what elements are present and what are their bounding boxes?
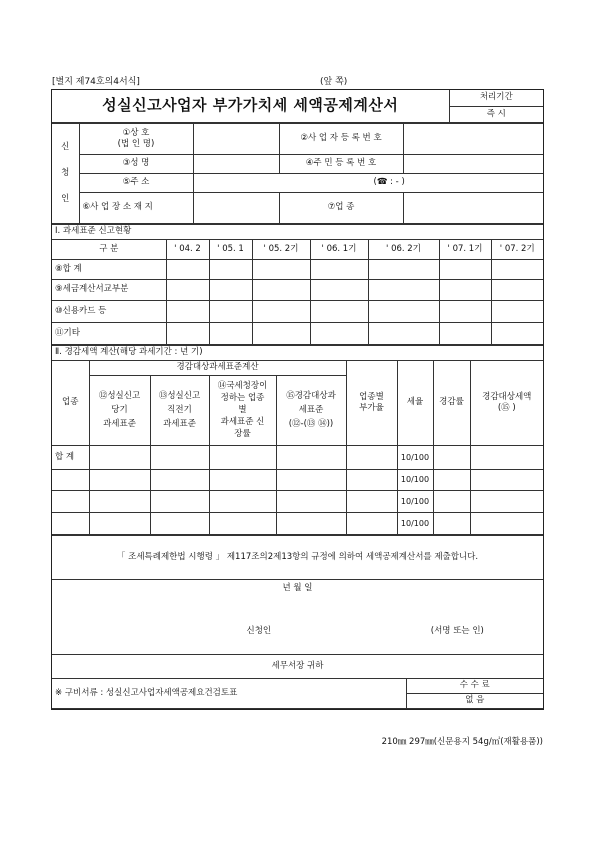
section2-title: Ⅱ. 경감세액 계산(해당 과세기간 : 년 기) — [52, 345, 543, 360]
cell[interactable] — [276, 512, 346, 534]
cell[interactable] — [166, 300, 209, 322]
total-label: 합 계 — [52, 445, 89, 469]
cell[interactable] — [89, 469, 150, 490]
cell[interactable] — [209, 259, 252, 279]
cell[interactable] — [150, 490, 209, 512]
cell[interactable] — [368, 279, 439, 300]
tax-credit-form — [51, 89, 544, 710]
cell[interactable] — [310, 300, 368, 322]
industry-field[interactable] — [403, 192, 543, 223]
cell[interactable] — [439, 279, 491, 300]
row-tax-invoice-label: ⑨세금계산서교부분 — [52, 279, 166, 300]
section1-title: Ⅰ. 과세표준 신고현황 — [52, 224, 543, 239]
col13-header: ⑬성실신고 직전기 과세표준 — [150, 375, 209, 445]
business-name-label: ①상 호 (법 인 명) — [79, 123, 193, 154]
table-row — [52, 490, 543, 512]
cell[interactable] — [491, 322, 543, 344]
col15-header: ⑮경감대상과 세표준 (⑫-(⑬ ⑭)) — [276, 375, 346, 445]
cell[interactable] — [209, 512, 276, 534]
business-location-field[interactable] — [193, 192, 279, 223]
cell[interactable] — [52, 512, 89, 534]
cell[interactable] — [89, 512, 150, 534]
cell[interactable] — [166, 279, 209, 300]
business-reg-no-label: ②사 업 자 등 록 번 호 — [279, 123, 403, 154]
table-row — [52, 445, 543, 469]
cell[interactable] — [368, 259, 439, 279]
rate-value: 10/100 — [397, 512, 433, 534]
applicant-sign-label: 신청인 — [246, 626, 272, 637]
industry-tax-col-header: 업종별 부가율 — [346, 360, 397, 445]
date-line[interactable]: 년 월 일 — [52, 579, 543, 598]
resident-no-field[interactable] — [403, 154, 543, 173]
period-2: ' 05. 1 — [209, 239, 252, 259]
cell[interactable] — [439, 322, 491, 344]
paper-spec-footnote: 210㎜ 297㎜(신문용지 54g/㎡(재활용품)) — [381, 737, 543, 747]
table-row — [52, 300, 543, 322]
period-3: ' 05. 2기 — [252, 239, 310, 259]
row-other-label: ⑪기타 — [52, 322, 166, 344]
address-field[interactable] — [193, 173, 543, 192]
industry-col-header: 업종 — [52, 360, 89, 445]
cell[interactable] — [166, 259, 209, 279]
cell[interactable] — [209, 490, 276, 512]
table-row — [52, 469, 543, 490]
cell[interactable] — [89, 490, 150, 512]
side-char-3: 인 — [61, 194, 70, 204]
applicant-side-label — [52, 123, 79, 223]
cell[interactable] — [346, 490, 397, 512]
cell[interactable] — [439, 259, 491, 279]
period-6: ' 07. 1기 — [439, 239, 491, 259]
section2-table — [52, 345, 543, 535]
address-label: ⑤주 소 — [79, 173, 193, 192]
applicant-table — [52, 123, 543, 224]
cell[interactable] — [209, 300, 252, 322]
sign-note[interactable]: (서명 또는 인) — [430, 626, 484, 637]
cell[interactable] — [166, 322, 209, 344]
attachments-note: ※ 구비서류 : 성실신고사업자세액공제요건검토표 — [52, 678, 406, 708]
page-side: (앞 쪽) — [320, 77, 348, 87]
cell[interactable] — [346, 445, 397, 469]
cell[interactable] — [439, 300, 491, 322]
cell[interactable] — [346, 512, 397, 534]
cell[interactable] — [491, 259, 543, 279]
cell[interactable] — [252, 300, 310, 322]
col12-header: ⑫성실신고 당기 과세표준 — [89, 375, 150, 445]
fee-value: 없 음 — [406, 693, 543, 708]
cell[interactable] — [209, 469, 276, 490]
cell[interactable] — [276, 469, 346, 490]
rate-value: 10/100 — [397, 490, 433, 512]
cell[interactable] — [276, 445, 346, 469]
cell[interactable] — [252, 259, 310, 279]
title-table — [52, 90, 543, 123]
recipient-line: 세무서장 귀하 — [52, 654, 543, 678]
cell[interactable] — [470, 512, 543, 534]
processing-value: 즉 시 — [449, 106, 543, 122]
cell[interactable] — [310, 259, 368, 279]
cell[interactable] — [252, 322, 310, 344]
business-reg-no-field[interactable] — [403, 123, 543, 154]
section1-col-header: 구 분 — [52, 239, 166, 259]
declaration-text: 「 조세특례제한법 시행령 」 제117조의2제13항의 규정에 의하여 세액공제계산서를 제출합니다. — [52, 535, 543, 579]
name-label: ③성 명 — [79, 154, 193, 173]
side-char-1: 신 — [61, 142, 70, 152]
rate-value: 10/100 — [397, 445, 433, 469]
cell[interactable] — [150, 512, 209, 534]
cell[interactable] — [310, 322, 368, 344]
cell[interactable] — [433, 445, 470, 469]
declaration-table — [52, 535, 543, 709]
cell[interactable] — [491, 279, 543, 300]
cell[interactable] — [252, 279, 310, 300]
cell[interactable] — [52, 469, 89, 490]
period-4: ' 06. 1기 — [310, 239, 368, 259]
cell[interactable] — [209, 322, 252, 344]
period-5: ' 06. 2기 — [368, 239, 439, 259]
cell[interactable] — [310, 279, 368, 300]
phone-field: (☎ : - ) — [373, 177, 405, 187]
table-row — [52, 512, 543, 534]
cell[interactable] — [209, 279, 252, 300]
cell[interactable] — [470, 490, 543, 512]
period-1: ' 04. 2 — [166, 239, 209, 259]
cell[interactable] — [150, 445, 209, 469]
cell[interactable] — [52, 490, 89, 512]
business-location-label: ⑥사 업 장 소 재 지 — [79, 192, 193, 223]
cell[interactable] — [470, 469, 543, 490]
cell[interactable] — [470, 445, 543, 469]
row-credit-card-label: ⑩신용카드 등 — [52, 300, 166, 322]
processing-label: 처리기간 — [449, 90, 543, 106]
cell[interactable] — [491, 300, 543, 322]
name-field[interactable] — [193, 154, 279, 173]
applicant-sign-row — [52, 598, 543, 654]
cell[interactable] — [346, 469, 397, 490]
col14-header: ⑭국세청장이 정하는 업종 별 과세표준 신 장률 — [209, 375, 276, 445]
cell[interactable] — [368, 322, 439, 344]
table-row — [52, 279, 543, 300]
form-title: 성실신고사업자 부가가치세 세액공제계산서 — [52, 90, 449, 122]
table-row — [52, 322, 543, 344]
resident-no-label: ④주 민 등 록 번 호 — [279, 154, 403, 173]
cell[interactable] — [89, 445, 150, 469]
result-col-header: 경감대상세액 (⑮ ) — [470, 360, 543, 445]
section1-table — [52, 224, 543, 345]
rate-col-header: 세율 — [397, 360, 433, 445]
cell[interactable] — [433, 469, 470, 490]
reduction-base-group-header: 경감대상과세표준계산 — [89, 360, 346, 375]
row-total-label: ⑧합 계 — [52, 259, 166, 279]
cell[interactable] — [150, 469, 209, 490]
cell[interactable] — [433, 490, 470, 512]
cell[interactable] — [209, 445, 276, 469]
industry-label: ⑦업 종 — [279, 192, 403, 223]
reduce-rate-col-header: 경감률 — [433, 360, 470, 445]
fee-label: 수 수 료 — [406, 678, 543, 693]
side-char-2: 청 — [61, 168, 70, 178]
business-name-field[interactable] — [193, 123, 279, 154]
cell[interactable] — [368, 300, 439, 322]
table-row — [52, 259, 543, 279]
form-number: [별지 제74호의4서식] — [52, 77, 140, 87]
cell[interactable] — [433, 512, 470, 534]
period-7: ' 07. 2기 — [491, 239, 543, 259]
cell[interactable] — [276, 490, 346, 512]
rate-value: 10/100 — [397, 469, 433, 490]
